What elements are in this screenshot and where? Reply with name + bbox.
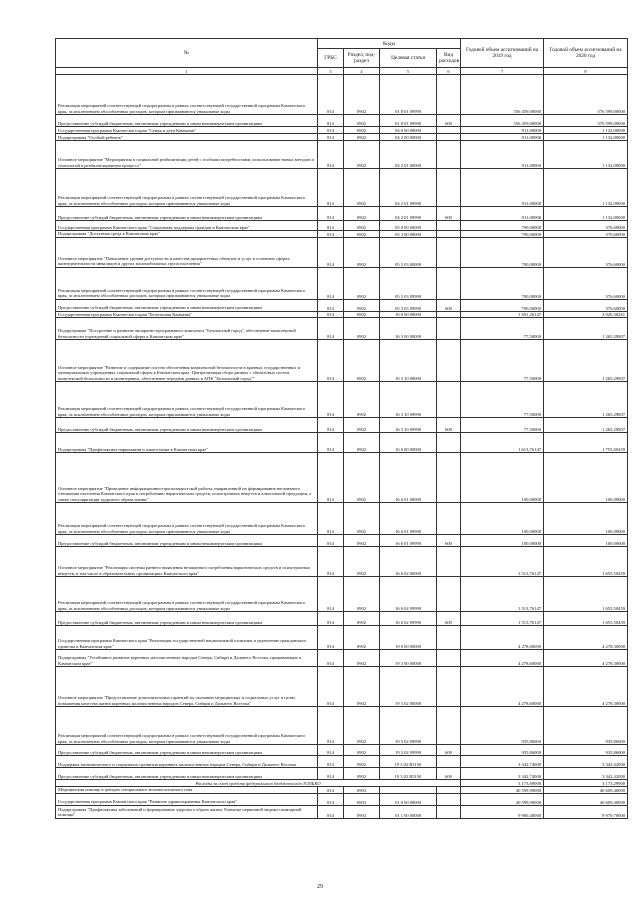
column-number: 6 — [437, 68, 461, 75]
table-row — [56, 805, 628, 818]
amount-2019: 556 459,00000 — [461, 115, 544, 127]
amount-2019: 3 342,74000 — [461, 768, 544, 780]
razdel-cell: 0902 — [344, 231, 380, 238]
razdel-cell: 0902 — [344, 418, 380, 433]
amount-2020: 100,00000 — [544, 503, 628, 535]
table-row — [56, 707, 628, 745]
csr-cell: 16 6 02 09990 — [380, 577, 437, 612]
table-row — [56, 503, 628, 535]
amount-2020: 3 173,29900 — [544, 780, 628, 787]
csr-cell: 05 0 00 00000 — [380, 221, 437, 231]
amount-2020: 935,86000 — [544, 745, 628, 756]
csr-cell: 16 6 02 00000 — [380, 547, 437, 577]
vr-cell: 600 — [437, 115, 461, 127]
grbs-cell: 814 — [318, 793, 344, 805]
amount-2019: 1 691,26147 — [461, 311, 544, 318]
amount-2020: 1 132,00000 — [544, 169, 628, 207]
vr-cell: 600 — [437, 768, 461, 780]
vr-cell — [437, 267, 461, 299]
description-cell: Реализация мероприятий соответствующей подпрограммы в рамках соответствующей государственной программы Камчатского края, за исключением обособленных расходов, которым присваиваются уникальные коды — [56, 75, 318, 115]
grbs-cell: 814 — [318, 805, 344, 818]
description-cell: Государственная программа Камчатского края "Реализация государственной национальной политики и укрепление гражданского единства в Камчатском крае" — [56, 626, 318, 650]
vr-cell — [437, 453, 461, 503]
description-cell: Реализация мероприятий соответствующей подпрограммы в рамках соответствующей государственной программы Камчатского края, за исключением обособленных расходов, которым присваиваются уникальные коды — [56, 503, 318, 535]
vr-cell — [437, 169, 461, 207]
vr-cell — [437, 237, 461, 267]
csr-cell: 16 3 10 00000 — [380, 340, 437, 382]
grbs-cell: 814 — [318, 453, 344, 503]
razdel-cell: 0902 — [344, 169, 380, 207]
amount-2019: 1 513,76147 — [461, 547, 544, 577]
page-number: 29 — [317, 884, 323, 890]
table-row — [56, 141, 628, 169]
description-cell: Основное мероприятие "Предоставление дополнительных гарантий по оказанию медицинских и социальных услуг в целях повышения качества жизни коренных малочисленных народов Севера, Сибири и Дальнего Востока" — [56, 667, 318, 707]
header-codes-group: Коды — [318, 39, 461, 49]
csr-cell: 16 3 10 09990 — [380, 382, 437, 418]
vr-cell — [437, 221, 461, 231]
amount-2019: 911,00000 — [461, 207, 544, 221]
header-sum-2020: Годовой объем ассигнований на 2020 год — [544, 39, 628, 68]
vr-cell — [437, 127, 461, 134]
vr-cell — [437, 433, 461, 453]
razdel-cell: 0902 — [344, 503, 380, 535]
amount-2020: 576 599,00000 — [544, 115, 628, 127]
amount-2020: 3 020,30261 — [544, 311, 628, 318]
amount-2020: 100,00000 — [544, 535, 628, 547]
grbs-cell: 814 — [318, 340, 344, 382]
vr-cell — [437, 340, 461, 382]
csr-cell: 05 3 03 09990 — [380, 299, 437, 311]
table-row — [56, 612, 628, 626]
amount-2020: 1 132,00000 — [544, 127, 628, 134]
column-number: 5 — [380, 68, 437, 75]
razdel-cell: 0902 — [344, 221, 380, 231]
column-number: 1 — [56, 68, 318, 75]
vr-cell: 600 — [437, 207, 461, 221]
table-row — [56, 382, 628, 418]
description-cell: Государственная программа Камчатского края "Социальная поддержка граждан в Камчатском крае" — [56, 221, 318, 231]
table-row — [56, 650, 628, 667]
grbs-cell: 814 — [318, 127, 344, 134]
description-cell: Подпрограмма "Особый ребенок" — [56, 134, 318, 141]
amount-2019: 9 960,40000 — [461, 805, 544, 818]
amount-2020: 376,60000 — [544, 267, 628, 299]
table-row — [56, 756, 628, 768]
amount-2019: 77,50000 — [461, 318, 544, 340]
table-header — [56, 39, 628, 75]
table-row — [56, 577, 628, 612]
razdel-cell: 0902 — [344, 237, 380, 267]
description-cell: Основное мероприятие "Мероприятия в социальной реабилитации детей с особыми потребностями, использование новых методов и технологий в реабилитационном процессе" — [56, 141, 318, 169]
subtotal-label: Расходы за счет средств федерального бюджета в/т ТОЛЬКО — [56, 780, 461, 787]
csr-cell: 16 0 00 00000 — [380, 311, 437, 318]
description-cell: Предоставление субсидий бюджетным, автономным учреждениям и иным некоммерческим организациям — [56, 612, 318, 626]
razdel-cell: 0902 — [344, 127, 380, 134]
vr-cell — [437, 75, 461, 115]
amount-2019: 911,00000 — [461, 134, 544, 141]
csr-cell: 04 2 01 00000 — [380, 141, 437, 169]
amount-2020: 3 342,42000 — [544, 756, 628, 768]
razdel-cell: 0903 — [344, 787, 380, 794]
header-sum-2019: Годовой объем ассигнований на 2019 год — [461, 39, 544, 68]
grbs-cell: 814 — [318, 756, 344, 768]
razdel-cell: 0902 — [344, 433, 380, 453]
amount-2020: 376,60000 — [544, 231, 628, 238]
amount-2020: 1 132,00000 — [544, 207, 628, 221]
vr-cell — [437, 805, 461, 818]
amount-2019: 77,50000 — [461, 382, 544, 418]
header-num: № — [56, 39, 318, 68]
amount-2020: 1 132,00000 — [544, 141, 628, 169]
csr-cell: 01 0 00 00000 — [380, 793, 437, 805]
column-number: 3 — [318, 68, 344, 75]
grbs-cell: 814 — [318, 231, 344, 238]
razdel-cell: 0902 — [344, 134, 380, 141]
vr-cell: 600 — [437, 745, 461, 756]
column-number: 7 — [461, 68, 544, 75]
description-cell: Реализация мероприятий соответствующей подпрограммы в рамках соответствующей государственной программы Камчатского края, за исключением обособленных расходов, которым присваиваются уникальные коды — [56, 267, 318, 299]
amount-2019: 1 613,76147 — [461, 433, 544, 453]
amount-2019: 1 513,76147 — [461, 612, 544, 626]
razdel-cell: 0903 — [344, 793, 380, 805]
vr-cell — [437, 382, 461, 418]
column-number: 4 — [344, 68, 380, 75]
vr-cell — [437, 793, 461, 805]
razdel-cell: 0902 — [344, 267, 380, 299]
description-cell: Подпрограмма "Устойчивое развитие коренных малочисленных народов Севера, Сибири и Дальнего Востока, проживающих в Камчатском крае" — [56, 650, 318, 667]
grbs-cell: 814 — [318, 207, 344, 221]
grbs-cell: 814 — [318, 667, 344, 707]
header-grbs: ГРБС — [318, 49, 344, 68]
description-cell: Государственная программа Камчатского края "Семья и дети Камчатки" — [56, 127, 318, 134]
razdel-cell: 0902 — [344, 667, 380, 707]
csr-cell: 19 3 00 00000 — [380, 650, 437, 667]
amount-2019: 935,86000 — [461, 745, 544, 756]
grbs-cell: 814 — [318, 433, 344, 453]
grbs-cell: 814 — [318, 267, 344, 299]
vr-cell — [437, 707, 461, 745]
razdel-cell: 0902 — [344, 453, 380, 503]
amount-2020: 935,86000 — [544, 707, 628, 745]
header-csr: Целевая статья — [380, 49, 437, 68]
vr-cell — [437, 650, 461, 667]
amount-2019: 3 342,74000 — [461, 756, 544, 768]
amount-2020: 376,60000 — [544, 299, 628, 311]
razdel-cell: 0902 — [344, 340, 380, 382]
amount-2019: 4 278,60000 — [461, 650, 544, 667]
description-cell: Реализация мероприятий соответствующей подпрограммы в рамках соответствующей государственной программы Камчатского края, за исключением обособленных расходов, которым присваиваются уникальные коды — [56, 382, 318, 418]
vr-cell: 600 — [437, 418, 461, 433]
vr-cell — [437, 547, 461, 577]
vr-cell: 600 — [437, 612, 461, 626]
amount-2019: 935,86000 — [461, 707, 544, 745]
description-cell: Государственная программа Камчатского края "Безопасная Камчатка" — [56, 311, 318, 318]
table-row — [56, 115, 628, 127]
amount-2020: 4 278,30000 — [544, 650, 628, 667]
table-row — [56, 793, 628, 805]
description-cell: Реализация мероприятий соответствующей подпрограммы в рамках соответствующей государственной программы Камчатского края, за исключением обособленных расходов, которым присваиваются уникальные коды — [56, 707, 318, 745]
table-row — [56, 535, 628, 547]
razdel-cell: 0902 — [344, 535, 380, 547]
table-row — [56, 75, 628, 115]
table-row — [56, 237, 628, 267]
amount-2020: 4 278,30000 — [544, 626, 628, 650]
razdel-cell: 0902 — [344, 115, 380, 127]
grbs-cell: 814 — [318, 768, 344, 780]
csr-cell: 01 8 01 09990 — [380, 75, 437, 115]
amount-2020: 1 265,29807 — [544, 418, 628, 433]
csr-cell: 19 3 02 R5150 — [380, 756, 437, 768]
vr-cell — [437, 503, 461, 535]
razdel-cell: 0902 — [344, 768, 380, 780]
amount-2020: 1 132,00000 — [544, 134, 628, 141]
amount-2019: 100,00000 — [461, 453, 544, 503]
grbs-cell: 814 — [318, 169, 344, 207]
description-cell: Поддержка экономического и социального развития коренных малочисленных народов Севера, Сибири и Дальнего Востока — [56, 756, 318, 768]
description-cell: Государственная программа Камчатского края "Развитие здравоохранения Камчатского края" — [56, 793, 318, 805]
vr-cell — [437, 756, 461, 768]
table-row — [56, 768, 628, 780]
grbs-cell: 814 — [318, 707, 344, 745]
amount-2019: 790,00000 — [461, 231, 544, 238]
amount-2020: 1 265,29807 — [544, 340, 628, 382]
razdel-cell: 0902 — [344, 612, 380, 626]
description-cell: Предоставление субсидий бюджетным, автономным учреждениям и иным некоммерческим организациям — [56, 535, 318, 547]
table-row — [56, 127, 628, 134]
razdel-cell: 0902 — [344, 707, 380, 745]
grbs-cell: 814 — [318, 237, 344, 267]
grbs-cell: 814 — [318, 503, 344, 535]
table-row — [56, 745, 628, 756]
description-cell: Основное мероприятие "Повышение уровня доступности и качества приоритетных объектов и услуг в основных сферах жизнедеятельности инвалидов и других маломобильных групп населения" — [56, 237, 318, 267]
description-cell: Реализация мероприятий соответствующей подпрограммы в рамках соответствующей государственной программы Камчатского края, за исключением обособленных расходов, которым присваиваются уникальные коды — [56, 577, 318, 612]
amount-2019: 790,00000 — [461, 221, 544, 231]
description-cell: Медицинская помощь в центрах специального вспомогательного гона — [56, 787, 318, 794]
csr-cell: 05 3 03 09990 — [380, 267, 437, 299]
razdel-cell: 0902 — [344, 626, 380, 650]
table-row — [56, 169, 628, 207]
vr-cell — [437, 577, 461, 612]
amount-2019: 77,50000 — [461, 340, 544, 382]
header-razdel: Раздел, под-раздел — [344, 49, 380, 68]
csr-cell: 19 0 00 00000 — [380, 626, 437, 650]
csr-cell: 19 3 02 09990 — [380, 707, 437, 745]
amount-2019: 556 459,00000 — [461, 75, 544, 115]
razdel-cell: 0902 — [344, 75, 380, 115]
table-row — [56, 418, 628, 433]
amount-2019: 911,00000 — [461, 141, 544, 169]
amount-2019: 1 513,76147 — [461, 577, 544, 612]
csr-cell: 16 3 00 00000 — [380, 318, 437, 340]
description-cell: Основное мероприятие "Проведение информационно-пропагандистской работы, направленной на формирование негативного отношения населения Камчатского края к потреблению наркотических средств, психотропных веществ и алкогольной продукции, а также популяризации здорового образа жизни" — [56, 453, 318, 503]
vr-cell — [437, 667, 461, 707]
vr-cell — [437, 626, 461, 650]
amount-2019: 790,00000 — [461, 267, 544, 299]
csr-cell: 16 6 00 00000 — [380, 433, 437, 453]
csr-cell: 05 3 00 00000 — [380, 231, 437, 238]
grbs-cell: 814 — [318, 650, 344, 667]
amount-2019: 100,00000 — [461, 535, 544, 547]
razdel-cell: 0902 — [344, 650, 380, 667]
description-cell: Подпрограмма "Профилактика наркомании и алкоголизма в Камчатском крае" — [56, 433, 318, 453]
razdel-cell: 0903 — [344, 805, 380, 818]
description-cell: Предоставление субсидий бюджетным, автономным учреждениям и иным некоммерческим организациям — [56, 745, 318, 756]
amount-2020: 40 609,40000 — [544, 793, 628, 805]
table-row — [56, 299, 628, 311]
amount-2020: 1 755,00459 — [544, 433, 628, 453]
amount-2020: 1 265,29807 — [544, 382, 628, 418]
amount-2020: 376,60000 — [544, 221, 628, 231]
grbs-cell: 814 — [318, 418, 344, 433]
razdel-cell: 0902 — [344, 547, 380, 577]
grbs-cell: 814 — [318, 577, 344, 612]
razdel-cell: 0902 — [344, 207, 380, 221]
amount-2019: 790,00000 — [461, 299, 544, 311]
table-row — [56, 453, 628, 503]
razdel-cell: 0902 — [344, 141, 380, 169]
grbs-cell: 814 — [318, 311, 344, 318]
amount-2020: 1 265,29807 — [544, 318, 628, 340]
amount-2020: 4 278,30000 — [544, 667, 628, 707]
csr-cell: 19 3 02 09990 — [380, 745, 437, 756]
grbs-cell: 814 — [318, 75, 344, 115]
table-row — [56, 547, 628, 577]
table-row — [56, 207, 628, 221]
amount-2019: 911,00000 — [461, 127, 544, 134]
description-cell: Подпрограмма "Профилактика заболеваний и формирование здорового образа жизни. Развитие первичной медико-санитарной помощи" — [56, 805, 318, 818]
amount-2020: 40 609,40000 — [544, 787, 628, 794]
amount-2020: 1 655,50459 — [544, 612, 628, 626]
csr-cell: 04 2 00 00000 — [380, 134, 437, 141]
table-row — [56, 267, 628, 299]
amount-2020: 1 655,50459 — [544, 577, 628, 612]
vr-cell — [437, 134, 461, 141]
table-row — [56, 340, 628, 382]
grbs-cell: 814 — [318, 535, 344, 547]
amount-2019: 100,00000 — [461, 503, 544, 535]
amount-2020: 376,60000 — [544, 237, 628, 267]
grbs-cell: 814 — [318, 134, 344, 141]
csr-cell: 16 6 01 09990 — [380, 503, 437, 535]
subtotal-row — [56, 780, 628, 787]
vr-cell — [437, 318, 461, 340]
grbs-cell: 814 — [318, 141, 344, 169]
razdel-cell: 0902 — [344, 756, 380, 768]
table-row — [56, 134, 628, 141]
description-cell: Подпрограмма "Доступная среда в Камчатском крае" — [56, 231, 318, 238]
amount-2020: 3 342,42000 — [544, 768, 628, 780]
csr-cell: 19 3 02 00000 — [380, 667, 437, 707]
amount-2020: 9 970,70000 — [544, 805, 628, 818]
grbs-cell: 814 — [318, 612, 344, 626]
table-row — [56, 667, 628, 707]
razdel-cell: 0902 — [344, 745, 380, 756]
vr-cell: 600 — [437, 535, 461, 547]
table-row — [56, 318, 628, 340]
amount-2020: 576 599,00000 — [544, 75, 628, 115]
amount-2019: 4 278,60000 — [461, 626, 544, 650]
amount-2019: 911,00000 — [461, 169, 544, 207]
csr-cell: 04 2 01 09990 — [380, 169, 437, 207]
amount-2019: 3 173,69000 — [461, 780, 544, 787]
description-cell: Основное мероприятие "Развитие и содержание систем обеспечения комплексной безопасности в краевых государственных и муниципальных учреждениях социальной сферы в Камчатском крае. Централизация сбора данных с объектовых систем комплексной безопасности и мониторинга, обеспечение передачи данных в АПК "Безопасный город"" — [56, 340, 318, 382]
grbs-cell: 814 — [318, 299, 344, 311]
grbs-cell: 814 — [318, 382, 344, 418]
amount-2020: 100,00000 — [544, 453, 628, 503]
amount-2019: 790,00000 — [461, 237, 544, 267]
header-vr: Вид расходов — [437, 49, 461, 68]
csr-cell: 16 3 10 09990 — [380, 418, 437, 433]
csr-cell: 19 3 02 R5150 — [380, 768, 437, 780]
grbs-cell: 814 — [318, 115, 344, 127]
vr-cell: 600 — [437, 299, 461, 311]
grbs-cell: 814 — [318, 221, 344, 231]
description-cell: Предоставление субсидий бюджетным, автономным учреждениям и иным некоммерческим организациям — [56, 115, 318, 127]
table-body — [56, 75, 628, 819]
amount-2020: 1 655,50459 — [544, 547, 628, 577]
razdel-cell: 0902 — [344, 299, 380, 311]
amount-2019: 77,50000 — [461, 418, 544, 433]
razdel-cell: 0902 — [344, 311, 380, 318]
csr-cell: 16 6 02 09990 — [380, 612, 437, 626]
grbs-cell: 814 — [318, 547, 344, 577]
csr-cell: 04 2 01 09990 — [380, 207, 437, 221]
amount-2019: 4 278,60000 — [461, 667, 544, 707]
amount-2019: 40 599,99000 — [461, 787, 544, 794]
budget-table — [55, 38, 628, 819]
table-row — [56, 626, 628, 650]
grbs-cell: 814 — [318, 745, 344, 756]
column-number: 8 — [544, 68, 628, 75]
csr-cell: 01 8 01 09990 — [380, 115, 437, 127]
description-cell: Предоставление субсидий бюджетным, автономным учреждениям и иным некоммерческим организациям — [56, 418, 318, 433]
table-row — [56, 221, 628, 231]
amount-2019: 40 599,99000 — [461, 793, 544, 805]
grbs-cell: 814 — [318, 318, 344, 340]
razdel-cell: 0902 — [344, 318, 380, 340]
description-cell: Основное мероприятие "Реализация системы раннего выявления незаконного потребления наркотических средств и психотропных веществ, в том числе в образовательных организациях Камчатского края" — [56, 547, 318, 577]
description-cell: Предоставление субсидий бюджетным, автономным учреждениям и иным некоммерческим организациям — [56, 299, 318, 311]
description-cell: Предоставление субсидий бюджетным, автономным учреждениям и иным некоммерческим организациям — [56, 207, 318, 221]
razdel-cell: 0902 — [344, 382, 380, 418]
razdel-cell: 0902 — [344, 577, 380, 612]
description-cell: Реализация мероприятий соответствующей подпрограммы в рамках соответствующей государственной программы Камчатского края, за исключением обособленных расходов, которым присваиваются уникальные коды — [56, 169, 318, 207]
csr-cell: 04 0 00 00000 — [380, 127, 437, 134]
csr-cell: 01 1 00 00000 — [380, 805, 437, 818]
csr-cell: 05 3 03 00000 — [380, 237, 437, 267]
description-cell: Подпрограмма "Построение и развитие аппаратно-программного комплекса "Безопасный город", обеспечение комплексной безопасности учреждений социальной сферы в Камчатском крае" — [56, 318, 318, 340]
table-row — [56, 433, 628, 453]
vr-cell — [437, 141, 461, 169]
csr-cell: 16 6 01 00000 — [380, 453, 437, 503]
grbs-cell: 814 — [318, 626, 344, 650]
grbs-cell: 814 — [318, 787, 344, 794]
csr-cell: 16 6 01 09990 — [380, 535, 437, 547]
column-number-row — [56, 68, 628, 75]
description-cell: Предоставление субсидий бюджетным, автономным учреждениям и иным некоммерческим организациям — [56, 768, 318, 780]
